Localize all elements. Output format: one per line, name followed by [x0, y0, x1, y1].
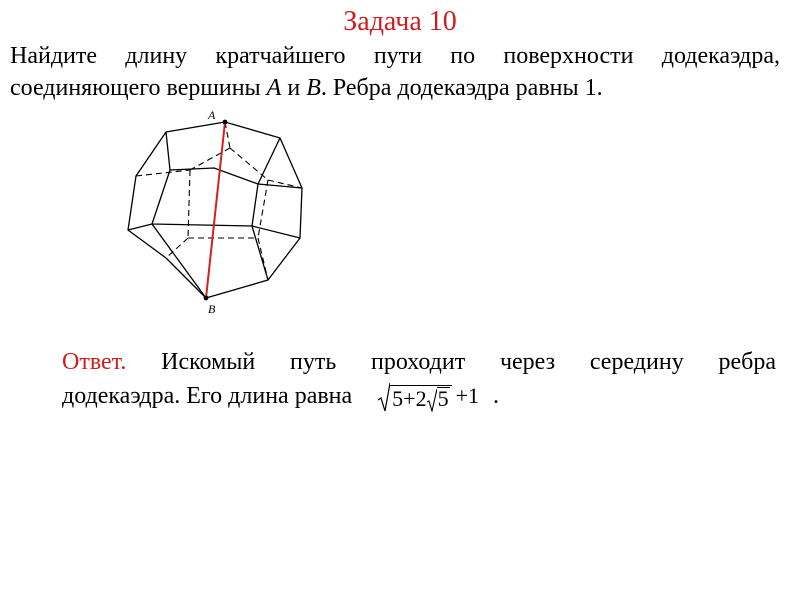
- dodecahedron-svg: [118, 108, 318, 316]
- hidden-edges: [136, 122, 302, 280]
- slide-title: Задача 10: [343, 6, 457, 37]
- formula-term-d: 1: [468, 383, 480, 408]
- answer-word: проходит: [371, 349, 466, 375]
- vertex-b-dot: [204, 296, 209, 301]
- outer-radicand: [390, 385, 451, 412]
- formula-plus-2: +: [455, 383, 469, 408]
- problem-part1: Найдите длину кратчайшего пути по поверхности додекаэдра, соединяющего вершины: [10, 43, 780, 101]
- vertex-b-label: B: [208, 302, 216, 316]
- formula-term-a: 5: [392, 386, 404, 411]
- vertex-b-ref: B: [306, 75, 321, 101]
- formula-inner-radicand: 5: [437, 386, 449, 411]
- answer-block: [62, 346, 776, 412]
- answer-line2-text: додекаэдра. Его длина равна: [62, 383, 353, 409]
- formula-term-b: 2: [415, 386, 427, 411]
- vertex-a-label: A: [208, 108, 216, 122]
- dodecahedron-figure: [118, 108, 318, 316]
- answer-period: .: [493, 383, 500, 409]
- answer-label: Ответ.: [62, 349, 127, 375]
- vertex-a-ref: A: [266, 75, 282, 101]
- answer-word: середину: [589, 349, 684, 375]
- inner-radical-sign-icon: [427, 388, 437, 412]
- radical-sign-icon: [378, 382, 390, 412]
- problem-part2: . Ребра додекаэдра равны 1.: [320, 75, 603, 101]
- answer-line-2: [62, 380, 776, 412]
- shortest-path-line: [206, 122, 225, 298]
- answer-word: путь: [289, 349, 337, 375]
- and-word: и: [281, 75, 307, 101]
- vertex-a-dot: [223, 120, 228, 125]
- problem-text: [10, 40, 780, 104]
- answer-formula: [378, 380, 479, 412]
- answer-word: ребра: [718, 349, 776, 375]
- answer-word: Искомый: [161, 349, 256, 375]
- answer-word: через: [499, 349, 556, 375]
- formula-plus-1: +: [403, 386, 416, 411]
- answer-line-1: [62, 346, 776, 378]
